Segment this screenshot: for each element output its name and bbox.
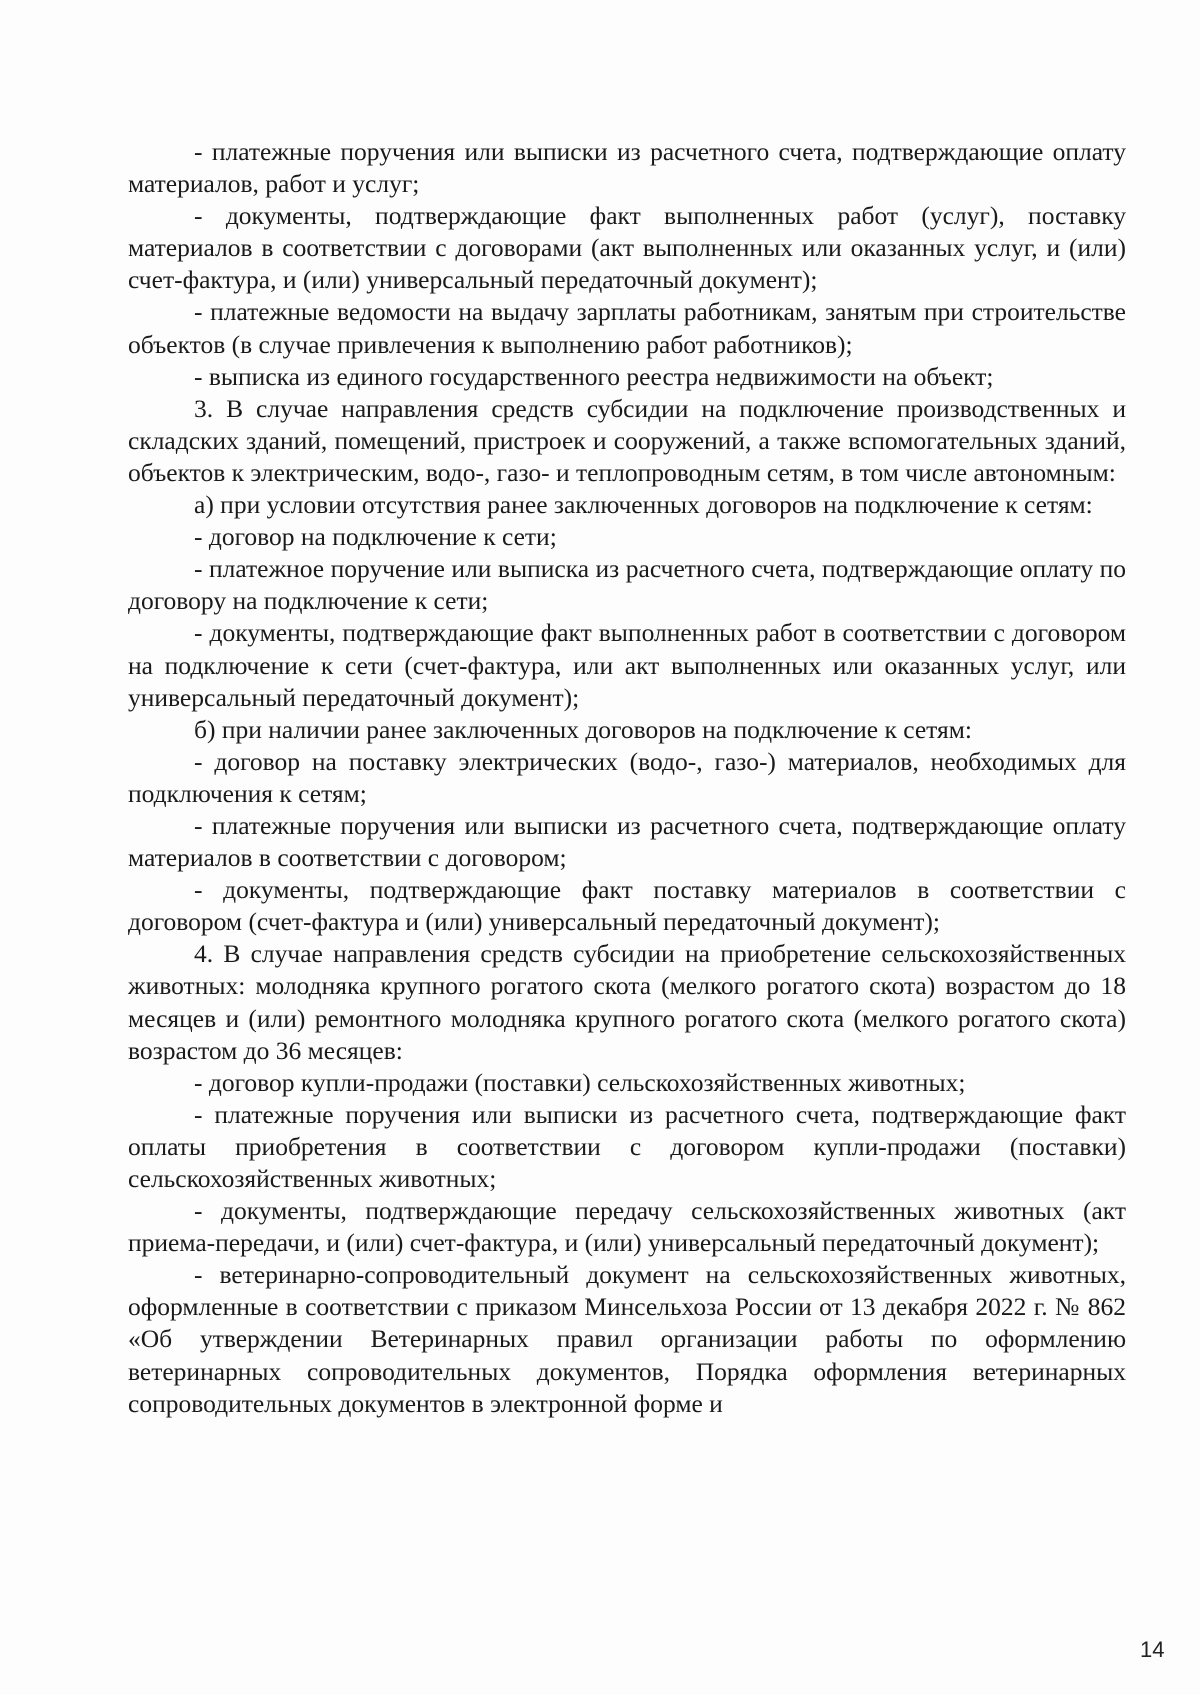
- paragraph: - договор на поставку электрических (водо-, газо-) материалов, необходимых для подключения к сетям;: [128, 746, 1126, 808]
- paragraph: а) при условии отсутствия ранее заключенных договоров на подключение к сетям:: [194, 490, 1093, 520]
- paragraph: - выписка из единого государственного реестра недвижимости на объект;: [194, 361, 994, 391]
- document-body: [128, 136, 1126, 1420]
- paragraph: - договор купли-продажи (поставки) сельскохозяйственных животных;: [194, 1067, 966, 1097]
- paragraph: - платежные ведомости на выдачу зарплаты работникам, занятым при строительстве объектов (в случае привлечения к выполнению работ работников);: [128, 297, 1126, 359]
- paragraph: - документы, подтверждающие передачу сельскохозяйственных животных (акт приема-передачи, и (или) счет-фактура, и (или) универсальный передаточный документ);: [128, 1196, 1126, 1258]
- paragraph: б) при наличии ранее заключенных договоров на подключение к сетям:: [194, 714, 972, 744]
- page-number: 14: [1140, 1637, 1165, 1662]
- paragraph: - платежные поручения или выписки из расчетного счета, подтверждающие оплату материалов, работ и услуг;: [128, 137, 1126, 199]
- paragraph: - платежное поручение или выписка из расчетного счета, подтверждающие оплату по договору на подключение к сети;: [128, 554, 1126, 616]
- paragraph: - документы, подтверждающие факт выполненных работ в соответствии с договором на подключение к сети (счет-фактура, или акт выполненных или оказанных услуг, или универсальный передаточный документ);: [128, 618, 1126, 712]
- paragraph: - договор на подключение к сети;: [194, 522, 557, 552]
- paragraph: 3. В случае направления средств субсидии на подключение производственных и складских зданий, помещений, пристроек и сооружений, а также вспомогательных зданий, объектов к электрическим, водо-, газо- и теплопроводным сетям, в том числе автономным:: [128, 393, 1126, 487]
- paragraph: - платежные поручения или выписки из расчетного счета, подтверждающие факт оплаты приобретения в соответствии с договором купли-продажи (поставки) сельскохозяйственных животных;: [128, 1099, 1126, 1193]
- paragraph: - ветеринарно-сопроводительный документ на сельскохозяйственных животных, оформленные в соответствии с приказом Минсельхоза России от 13 декабря 2022 г. № 862 «Об утверждении Ветеринарных правил организации работы по оформлению ветеринарных сопроводительных документов, Порядка оформления ветеринарных сопроводительных документов в электронной форме и: [128, 1260, 1126, 1418]
- paragraph: - платежные поручения или выписки из расчетного счета, подтверждающие оплату материалов в соответствии с договором;: [128, 810, 1126, 873]
- paragraph: - документы, подтверждающие факт поставку материалов в соответствии с договором (счет-фактура и (или) универсальный передаточный документ);: [128, 875, 1126, 937]
- paragraph: 4. В случае направления средств субсидии на приобретение сельскохозяйственных животных: молодняка крупного рогатого скота (мелкого рогатого скота) возрастом до 18 месяцев и (или) ремонтного молодняка крупного рогатого скота (мелкого рогатого скота) возрастом до 36 месяцев:: [128, 939, 1126, 1065]
- paragraph: - документы, подтверждающие факт выполненных работ (услуг), поставку материалов в соответствии с договорами (акт выполненных или оказанных услуг, и (или) счет-фактура, и (или) универсальный передаточный документ);: [128, 201, 1126, 295]
